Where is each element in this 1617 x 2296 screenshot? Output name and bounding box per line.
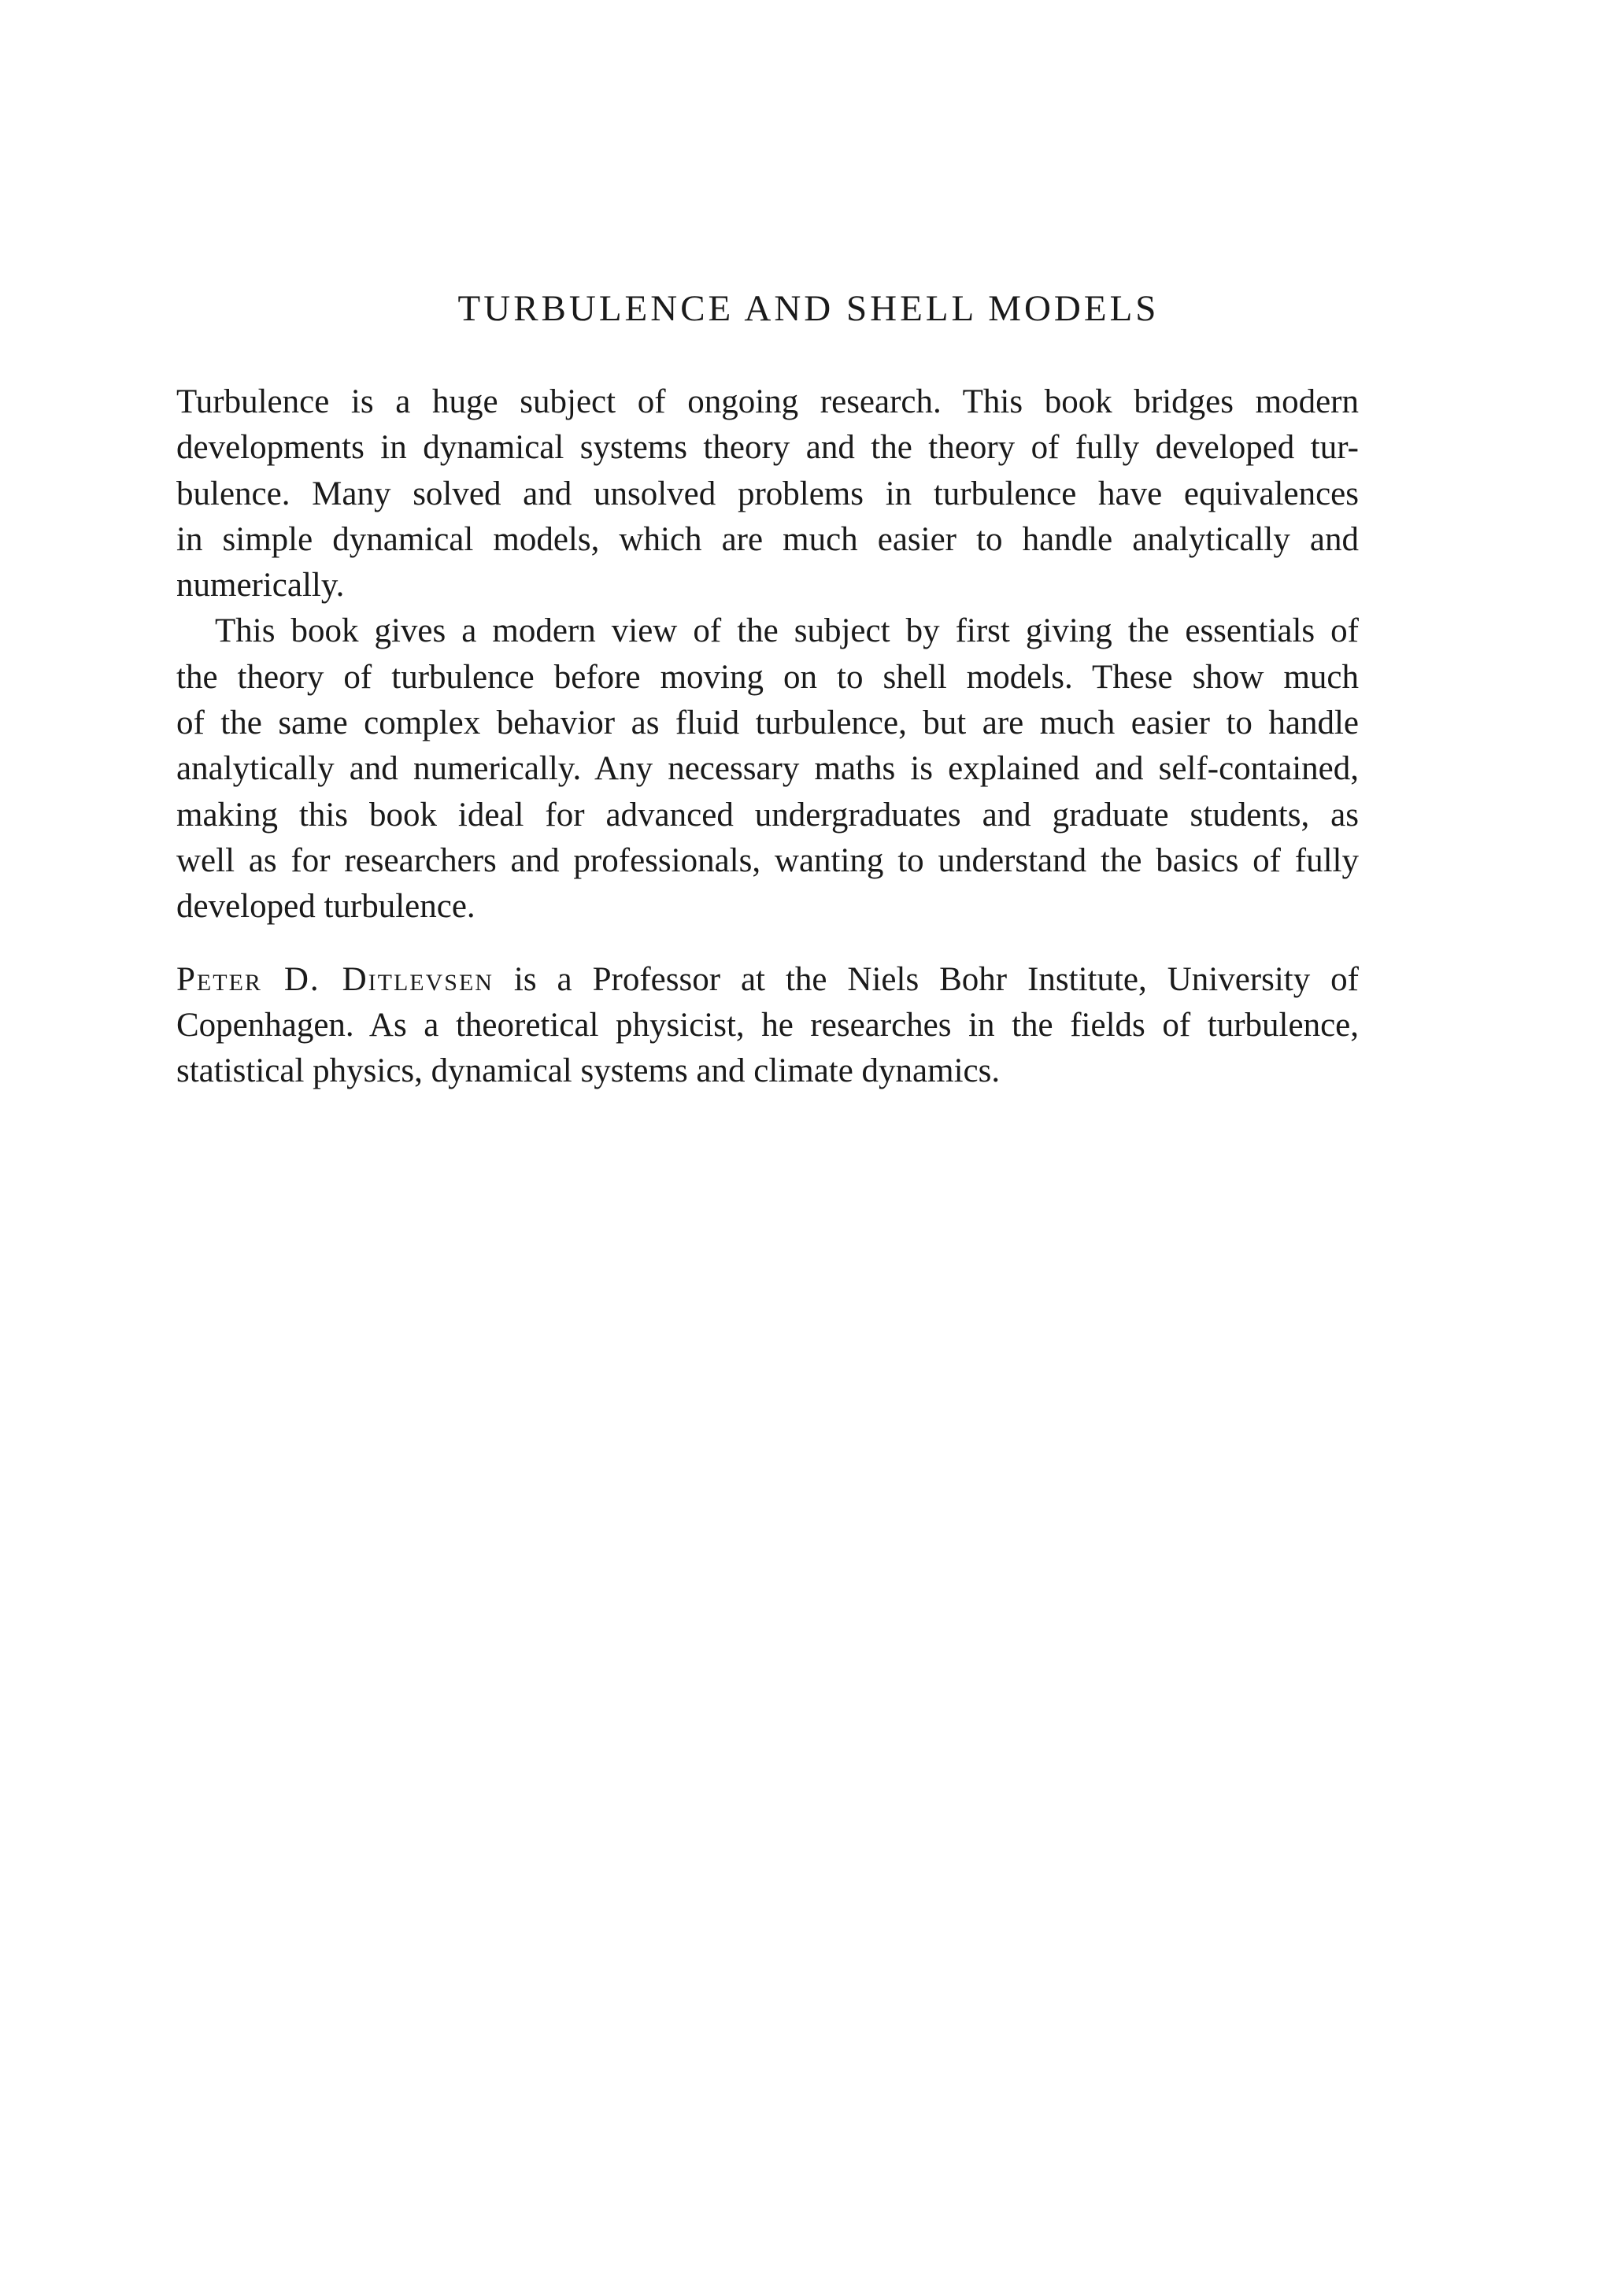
text-line: developments in dynamical systems theory and the theory of fully developed tur- bbox=[176, 429, 1359, 467]
paragraph-spacer bbox=[176, 930, 1359, 957]
page-title: TURBULENCE AND SHELL MODELS bbox=[457, 288, 1160, 329]
text-line: developed turbulence. bbox=[176, 888, 475, 926]
text-line: This book gives a modern view of the subject by first giving the essentials of bbox=[215, 612, 1359, 650]
text-line: making this book ideal for advanced undergraduates and graduate students, as bbox=[176, 796, 1359, 834]
author-bio-first-line bbox=[176, 957, 1359, 1003]
text-line: Turbulence is a huge subject of ongoing research. This book bridges modern bbox=[176, 383, 1359, 420]
text-line: in simple dynamical models, which are much easier to handle analytically and bbox=[176, 520, 1359, 558]
body-text bbox=[176, 379, 1359, 1094]
text-line: analytically and numerically. Any necessary maths is explained and self-contained, bbox=[176, 750, 1359, 788]
author-bio-text: is a Professor at the Niels Bohr Institute, University of bbox=[513, 960, 1360, 998]
description-paragraph bbox=[176, 608, 1359, 930]
text-line: numerically. bbox=[176, 567, 345, 605]
text-line: well as for researchers and professionals, wanting to understand the basics of fully bbox=[176, 841, 1359, 879]
intro-paragraph bbox=[176, 379, 1359, 608]
author-name: Peter D. Ditlevsen bbox=[176, 960, 494, 998]
text-line: bulence. Many solved and unsolved problems in turbulence have equivalences bbox=[176, 475, 1359, 512]
text-line: of the same complex behavior as fluid turbulence, but are much easier to handle bbox=[176, 704, 1359, 742]
text-line: Copenhagen. As a theoretical physicist, he researches in the fields of turbulence, bbox=[176, 1006, 1359, 1044]
author-bio-paragraph bbox=[176, 957, 1359, 1095]
text-line: statistical physics, dynamical systems and climate dynamics. bbox=[176, 1052, 1001, 1090]
text-line: the theory of turbulence before moving on to shell models. These show much bbox=[176, 658, 1359, 696]
